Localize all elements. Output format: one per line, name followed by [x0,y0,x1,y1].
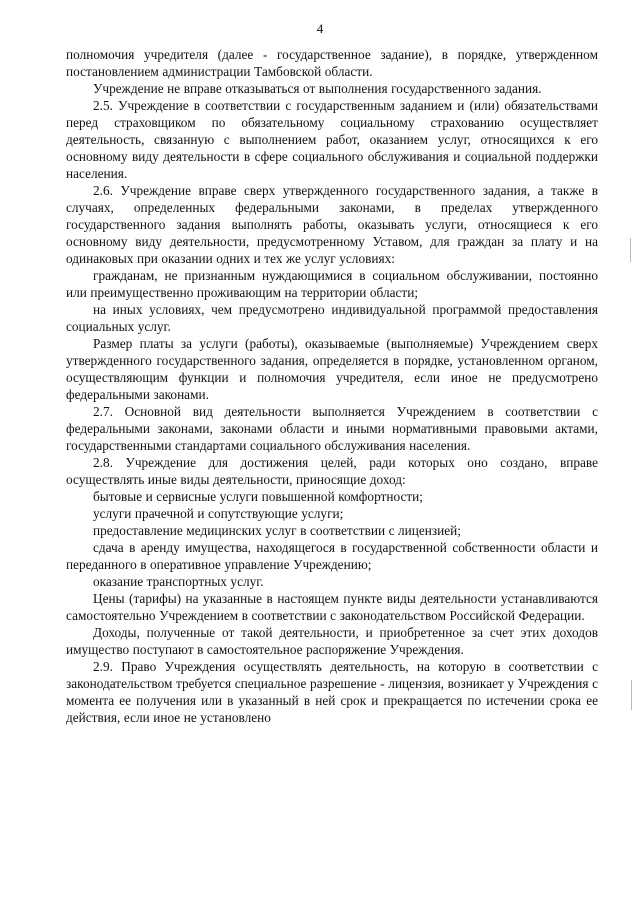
paragraph: бытовые и сервисные услуги повышенной комфортности; [93,489,423,504]
paragraph: 2.9. Право Учреждения осуществлять деятельность, на которую в соответствии с законодательством требуется специальное разрешение - лицензия, возникает у Учреждения с момента ее получения или в указанный в ней срок и прекращается по истечении срока ее действия, если иное не установлено [66,659,598,725]
paragraph: гражданам, не признанным нуждающимися в социальном обслуживании, постоянно или преимущественно проживающим на территории области; [66,268,598,300]
paragraph: оказание транспортных услуг. [93,574,264,589]
paragraph: 2.7. Основной вид деятельности выполняется Учреждением в соответствии с федеральными законами, законами области и иными нормативными правовыми актами, государственными стандартами социального обслуживания населения. [66,404,598,453]
paragraph: 2.5. Учреждение в соответствии с государственным заданием и (или) обязательствами перед страховщиком по обязательному социальному страхованию осуществляет деятельность, связанную с выполнением работ, оказанием услуг, относящихся к его основному виду деятельности в сфере социального обслуживания и социальной поддержки населения. [66,98,598,181]
paragraph: Цены (тарифы) на указанные в настоящем пункте виды деятельности устанавливаются самостоятельно Учреждением в соответствии с законодательством Российской Федерации. [66,591,598,623]
paragraph: сдача в аренду имущества, находящегося в государственной собственности области и переданного в оперативное управление Учреждению; [66,540,598,572]
paragraph: предоставление медицинских услуг в соответствии с лицензией; [93,523,461,538]
paragraph: Размер платы за услуги (работы), оказываемые (выполняемые) Учреждением сверх утвержденного государственного задания, определяется в порядке, установленном органом, осуществляющим функции и полномочия учредителя, если иное не предусмотрено федеральными законами. [66,336,598,402]
page-number: 4 [316,21,324,36]
paragraph: 2.6. Учреждение вправе сверх утвержденного государственного задания, а также в случаях, определенных федеральными законами, в пределах утвержденного государственного задания выполнять работы, оказывать услуги, относящиеся к его основному виду деятельности, предусмотренному Уставом, для граждан за плату и на одинаковых при оказании одних и тех же услуг условиях: [66,183,598,266]
scan-edge-mark [631,680,632,710]
paragraph: Учреждение не вправе отказываться от выполнения государственного задания. [93,81,542,96]
document-body [66,46,598,726]
paragraph: на иных условиях, чем предусмотрено индивидуальной программой предоставления социальных услуг. [66,302,598,334]
paragraph: полномочия учредителя (далее - государственное задание), в порядке, утвержденном постановлением администрации Тамбовской области. [66,47,598,79]
paragraph: услуги прачечной и сопутствующие услуги; [93,506,344,521]
paragraph: Доходы, полученные от такой деятельности, и приобретенное за счет этих доходов имущество поступают в самостоятельное распоряжение Учреждения. [66,625,598,657]
paragraph: 2.8. Учреждение для достижения целей, ради которых оно создано, вправе осуществлять иные виды деятельности, приносящие доход: [66,455,598,487]
scan-edge-mark [630,238,631,262]
